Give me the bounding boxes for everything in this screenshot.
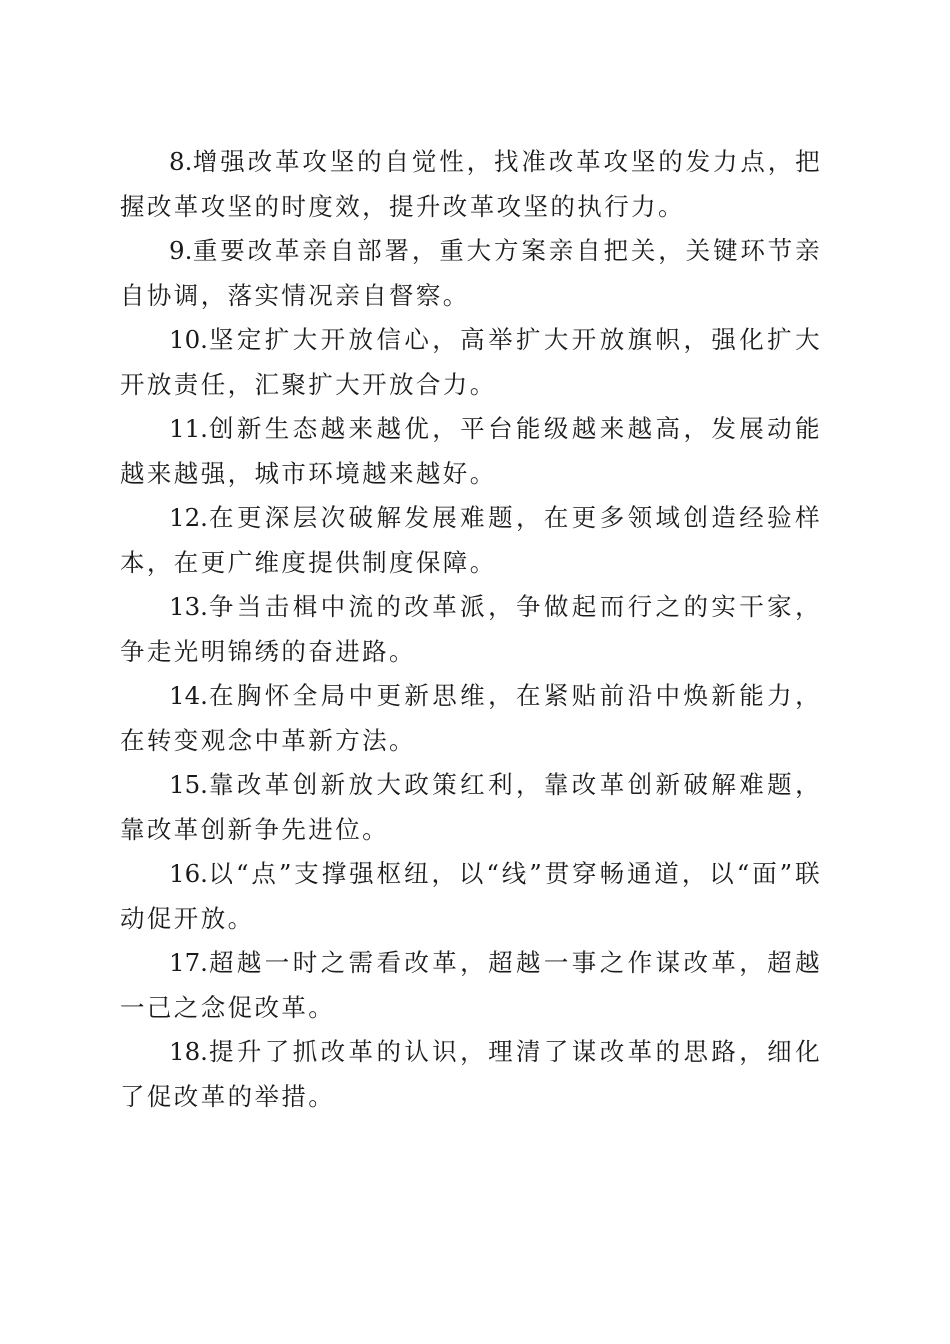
item-text: 增强改革攻坚的自觉性，找准改革攻坚的发力点，把握改革攻坚的时度效，提升改革攻坚的执行力。 (120, 147, 822, 221)
paragraph-10 (120, 318, 822, 407)
item-text: 以“点”支撑强枢纽，以“线”贯穿畅通道，以“面”联动促开放。 (120, 859, 822, 933)
item-number: 17. (169, 948, 208, 977)
item-number: 16. (169, 859, 208, 888)
paragraph-18 (120, 1030, 822, 1119)
paragraph-14 (120, 674, 822, 763)
paragraph-15 (120, 763, 822, 852)
item-number: 14. (169, 681, 208, 710)
item-text: 超越一时之需看改革，超越一事之作谋改革，超越一己之念促改革。 (120, 948, 822, 1022)
item-text: 创新生态越来越优，平台能级越来越高，发展动能越来越强，城市环境越来越好。 (120, 414, 822, 488)
item-number: 10. (169, 325, 208, 354)
item-text: 重要改革亲自部署，重大方案亲自把关，关键环节亲自协调，落实情况亲自督察。 (120, 236, 822, 310)
paragraph-11 (120, 407, 822, 496)
item-number: 8. (169, 147, 193, 176)
paragraph-8 (120, 140, 822, 229)
paragraph-13 (120, 585, 822, 674)
item-number: 18. (169, 1037, 208, 1066)
item-text: 靠改革创新放大政策红利，靠改革创新破解难题，靠改革创新争先进位。 (120, 770, 822, 844)
item-number: 9. (169, 236, 193, 265)
item-text: 在胸怀全局中更新思维，在紧贴前沿中焕新能力，在转变观念中革新方法。 (120, 681, 822, 755)
item-text: 争当击楫中流的改革派，争做起而行之的实干家，争走光明锦绣的奋进路。 (120, 592, 822, 666)
paragraph-17 (120, 941, 822, 1030)
item-text: 在更深层次破解发展难题，在更多领域创造经验样本，在更广维度提供制度保障。 (120, 503, 822, 577)
document-body (120, 140, 822, 1119)
item-number: 15. (169, 770, 208, 799)
paragraph-9 (120, 229, 822, 318)
item-text: 坚定扩大开放信心，高举扩大开放旗帜，强化扩大开放责任，汇聚扩大开放合力。 (120, 325, 822, 399)
paragraph-16 (120, 852, 822, 941)
item-number: 12. (169, 503, 208, 532)
item-text: 提升了抓改革的认识，理清了谋改革的思路，细化了促改革的举措。 (120, 1037, 822, 1111)
item-number: 13. (169, 592, 208, 621)
paragraph-12 (120, 496, 822, 585)
item-number: 11. (169, 414, 208, 443)
